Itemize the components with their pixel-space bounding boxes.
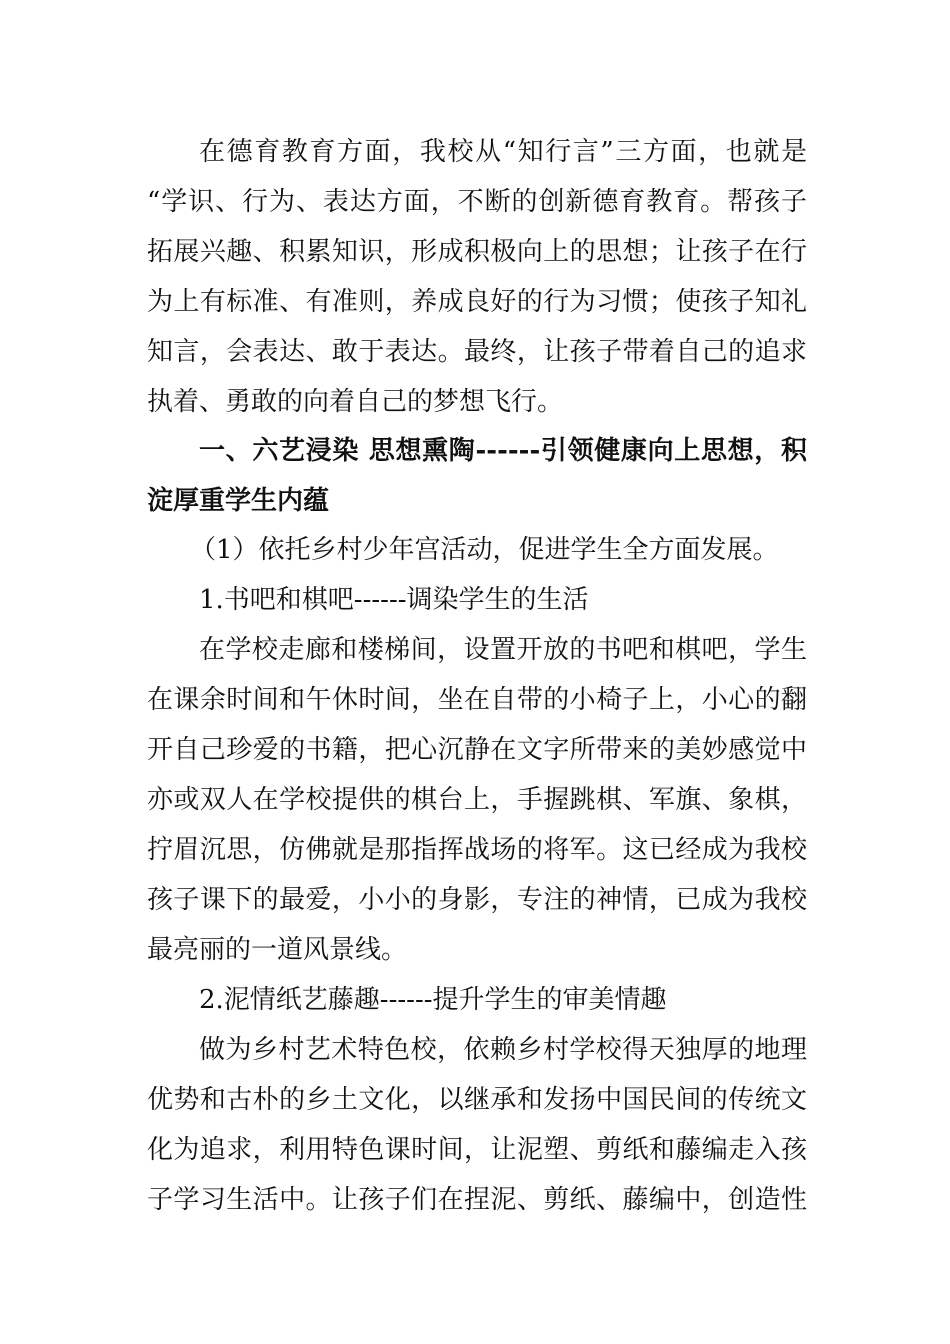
paragraph-line: 优势和古朴的乡土文化，以继承和发扬中国民间的传统文: [147, 1085, 807, 1115]
paragraph-line: 在课余时间和午休时间，坐在自带的小椅子上，小心的翻: [147, 685, 807, 715]
section-heading: 淀厚重学生内蕴: [147, 486, 330, 516]
paragraph-line: 孩子课下的最爱，小小的身影，专注的神情，已成为我校: [147, 885, 807, 915]
subsection-heading: （1）依托乡村少年宫活动，促进学生全方面发展。: [190, 535, 779, 565]
paragraph-line: 开自己珍爱的书籍，把心沉静在文字所带来的美妙感觉中: [147, 735, 807, 765]
section-heading: 一、六艺浸染 思想熏陶------引领健康向上思想，积: [199, 436, 807, 466]
item-heading: 2.泥情纸艺藤趣------提升学生的审美情趣: [199, 985, 667, 1015]
paragraph-line: 在德育教育方面，我校从“知行言”三方面，也就是: [199, 137, 807, 167]
paragraph-line: 拧眉沉思，仿佛就是那指挥战场的将军。这已经成为我校: [147, 835, 807, 865]
paragraph-line: 做为乡村艺术特色校，依赖乡村学校得天独厚的地理: [199, 1035, 807, 1065]
paragraph-line: 亦或双人在学校提供的棋台上，手握跳棋、军旗、象棋，: [147, 785, 807, 815]
paragraph-line: 化为追求，利用特色课时间，让泥塑、剪纸和藤编走入孩: [147, 1135, 807, 1165]
paragraph-line: 拓展兴趣、积累知识，形成积极向上的思想；让孩子在行: [147, 237, 807, 267]
paragraph-line: 为上有标准、有准则，养成良好的行为习惯；使孩子知礼: [147, 287, 807, 317]
paragraph-line: 知言，会表达、敢于表达。最终，让孩子带着自己的追求: [147, 337, 807, 367]
paragraph-line: 执着、勇敢的向着自己的梦想飞行。: [147, 387, 564, 417]
paragraph-line: 最亮丽的一道风景线。: [147, 935, 408, 965]
paragraph-line: 子学习生活中。让孩子们在捏泥、剪纸、藤编中，创造性: [147, 1185, 807, 1215]
paragraph-line: “学识、行为、表达方面，不断的创新德育教育。帮孩子: [147, 187, 807, 217]
item-heading: 1.书吧和棋吧------调染学生的生活: [199, 585, 589, 615]
paragraph-line: 在学校走廊和楼梯间，设置开放的书吧和棋吧，学生: [199, 635, 807, 665]
